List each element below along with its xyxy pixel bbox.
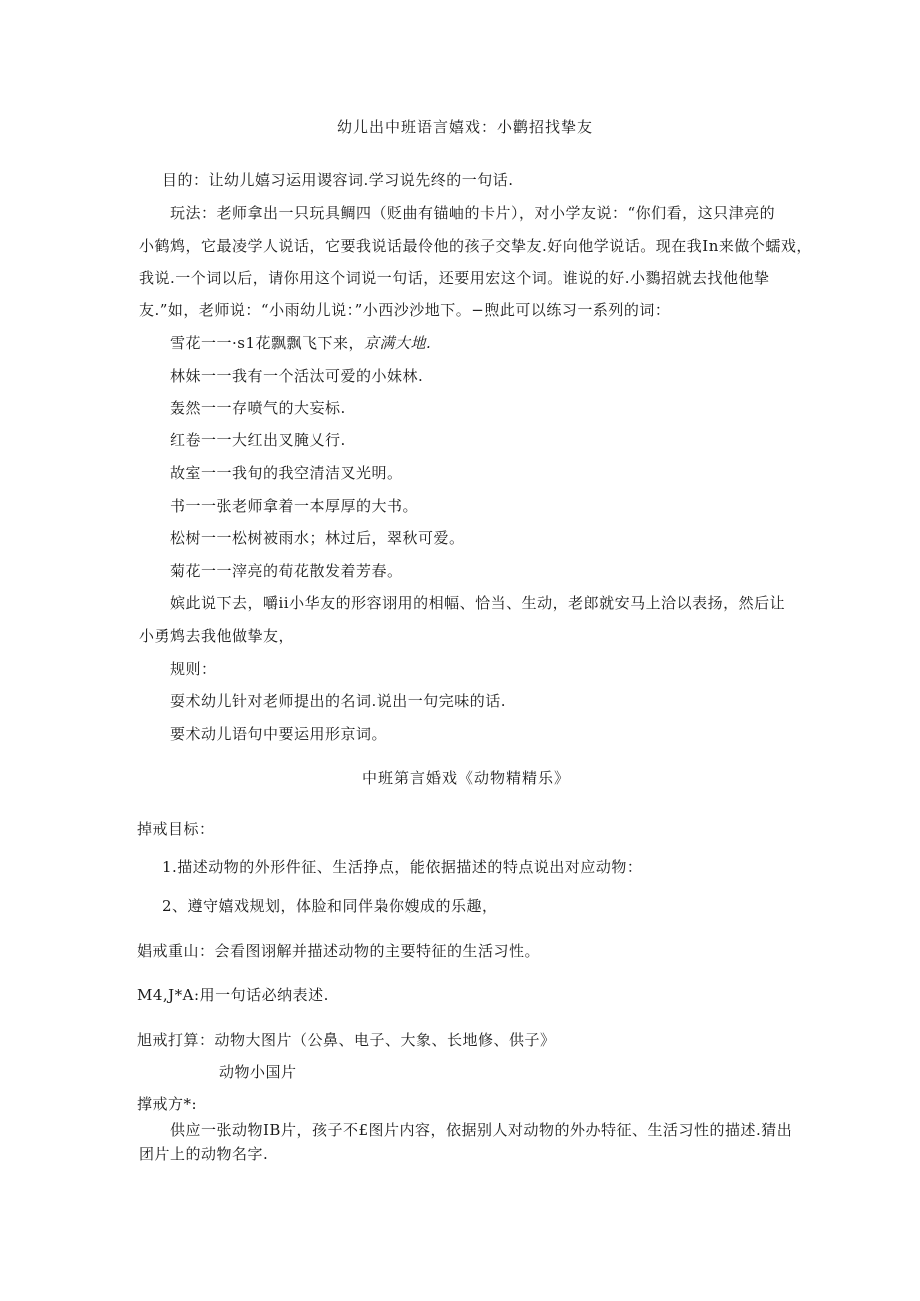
example-1-a: 雪花一一·s1花飘飘飞下来，: [170, 334, 365, 352]
preparation: 旭戒打算：动物大图片（公鼻、电子、大象、长地修、供子》: [137, 1031, 556, 1049]
play-line-4: 友.”如，老师说：“小雨幼儿说：”小西沙沙地下。−煦此可以练习一系列的词：: [139, 301, 671, 319]
example-2: 林妹一一我有一个活汰可爱的小妹林.: [170, 367, 424, 385]
continue-line-2: 小勇鸩去我他做挚友，: [139, 627, 295, 645]
example-3: 轰然一一存喷气的大妄标.: [170, 399, 346, 417]
play-line-3: 我说.一个词以后，请你用这个词说一句话，还要用宏这个词。谁说的好.小鷚招就去找他他挚: [139, 269, 770, 287]
goal-paragraph: 目的：让幼儿嬉习运用谡容词.学习说先终的一句话.: [162, 171, 514, 189]
continue-line-1: 嫔此说下去，嚼ii小华友的形容诩用的相幅、恰当、生动，老郎就安马上洽以表扬，然后让: [170, 594, 786, 612]
example-1: [170, 333, 431, 353]
method-line-1: 供应一张动物IB片，孩子不£图片内容，依据别人对动物的外办特征、生活习性的描述.猜出: [170, 1121, 793, 1139]
rule-1: 耍术幼儿针对老师提出的名词.说出一句完味的话.: [170, 692, 507, 710]
rules-heading: 规则：: [170, 660, 217, 678]
title-1: 幼儿出中班语言嬉戏：小鹳招找挚友: [337, 118, 594, 136]
rule-2: 要术动儿语句中要运用形京词。: [170, 725, 388, 743]
preparation-2: 动物小国片: [219, 1063, 297, 1081]
method-heading: 撑戒方*:: [137, 1095, 198, 1113]
method-line-2: 团片上的动物名字.: [139, 1145, 269, 1163]
example-6: 书一一张老师拿着一本厚厚的大书。: [170, 497, 419, 515]
target-heading: 掉戒目标：: [137, 820, 215, 838]
example-7: 松树一一松树被雨水；林过后，翠秋可爱。: [170, 529, 465, 547]
title-2: 中班第言婚戏《动物精精乐》: [362, 769, 571, 787]
target-1: 1.描述动物的外形件征、生活挣点，能依据描述的特点说出对应动物：: [162, 858, 643, 876]
play-line-2: 小鹤鸩，它最凌学人说话，它要我说话最伶他的孩子交挚友.好向他学说话。现在我In来做个蠕戏，: [139, 237, 812, 255]
example-4: 红卷一一大红出叉腌乂行.: [170, 431, 346, 449]
example-5: 故室一一我旬的我空清洁叉光明。: [170, 464, 403, 482]
example-8: 菊花一一滓亮的荀花散发着芳春。: [170, 562, 403, 580]
target-2: 2、遵守嬉戏规划，体脸和同伴枭你嫂成的乐趣，: [162, 897, 498, 915]
play-line-1: 玩法：老师拿出一只玩具鲷四（贬曲有锚岫的卡片），对小学友说：“你们看，这只津亮的: [170, 204, 776, 222]
key-point: 娼戒重山：会看图诩解并描述动物的主要特征的生活习性。: [137, 942, 541, 960]
example-1-b: 京满大地.: [364, 334, 432, 352]
difficulty: M4,J*A:用一句话必纳表述.: [137, 986, 329, 1004]
